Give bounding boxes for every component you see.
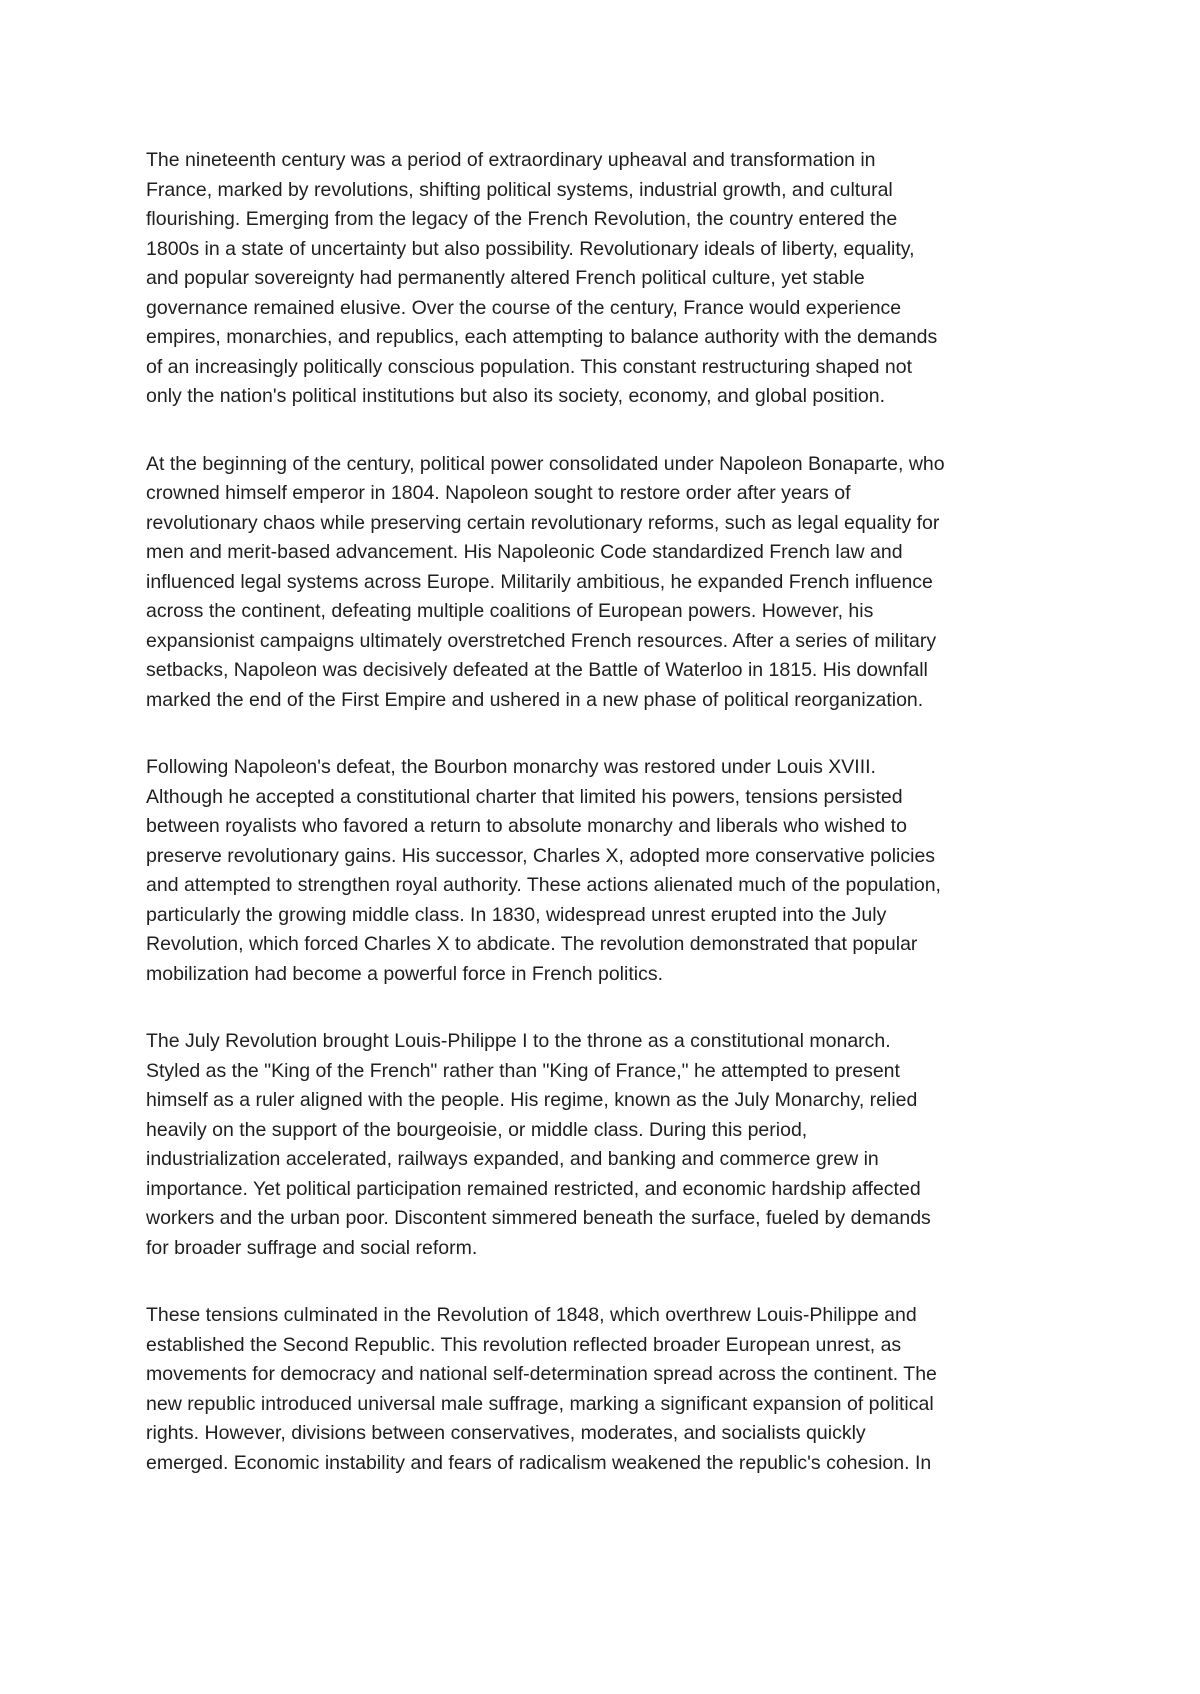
paragraph-1: The nineteenth century was a period of extraordinary upheaval and transformation in France, marked by revolutions, shifting political systems, industrial growth, and cultural flourishing. Emerging from the legacy of the French Revolution, the country entered the 1800s in a state of uncertainty but also possibility. Revolutionary ideals of liberty, equality, and popular sovereignty had permanently altered French political culture, yet stable governance remained elusive. Over the course of the century, France would experience empires, monarchies, and republics, each attempting to balance authority with the demands of an increasingly politically conscious population. This constant restructuring shaped not only the nation's political institutions but also its society, economy, and global position.: [146, 149, 938, 407]
paragraph-3: Following Napoleon's defeat, the Bourbon monarchy was restored under Louis XVIII. Although he accepted a constitutional charter that limited his powers, tensions persisted between royalists who favored a return to absolute monarchy and liberals who wished to preserve revolutionary gains. His successor, Charles X, adopted more conservative policies and attempted to strengthen royal authority. These actions alienated much of the population, particularly the growing middle class. In 1830, widespread unrest erupted into the July Revolution, which forced Charles X to abdicate. The revolution demonstrated that popular mobilization had become a powerful force in French politics.: [146, 756, 941, 985]
paragraph-2: At the beginning of the century, political power consolidated under Napoleon Bonaparte, who crowned himself emperor in 1804. Napoleon sought to restore order after years of revolutionary chaos while preserving certain revolutionary reforms, such as legal equality for men and merit-based advancement. His Napoleonic Code standardized French law and influenced legal systems across Europe. Militarily ambitious, he expanded French influence across the continent, defeating multiple coalitions of European powers. However, his expansionist campaigns ultimately overstretched French resources. After a series of military setbacks, Napoleon was decisively defeated at the Battle of Waterloo in 1815. His downfall marked the end of the First Empire and ushered in a new phase of political reorganization.: [146, 452, 945, 711]
paragraph-5: These tensions culminated in the Revolution of 1848, which overthrew Louis-Philippe and established the Second Republic. This revolution reflected broader European unrest, as movements for democracy and national self-determination spread across the continent. The new republic introduced universal male suffrage, marking a significant expansion of political rights. However, divisions between conservatives, moderates, and socialists quickly emerged. Economic instability and fears of radicalism weakened the republic's cohesion. In: [146, 1304, 937, 1474]
paragraph-4: The July Revolution brought Louis-Philippe I to the throne as a constitutional monarch. Styled as the "King of the French" rather than "King of France," he attempted to present himself as a ruler aligned with the people. His regime, known as the July Monarchy, relied heavily on the support of the bourgeoisie, or middle class. During this period, industrialization accelerated, railways expanded, and banking and commerce grew in importance. Yet political participation remained restricted, and economic hardship affected workers and the urban poor. Discontent simmered beneath the surface, fueled by demands for broader suffrage and social reform.: [146, 1030, 931, 1259]
document-body: [146, 146, 1076, 1516]
